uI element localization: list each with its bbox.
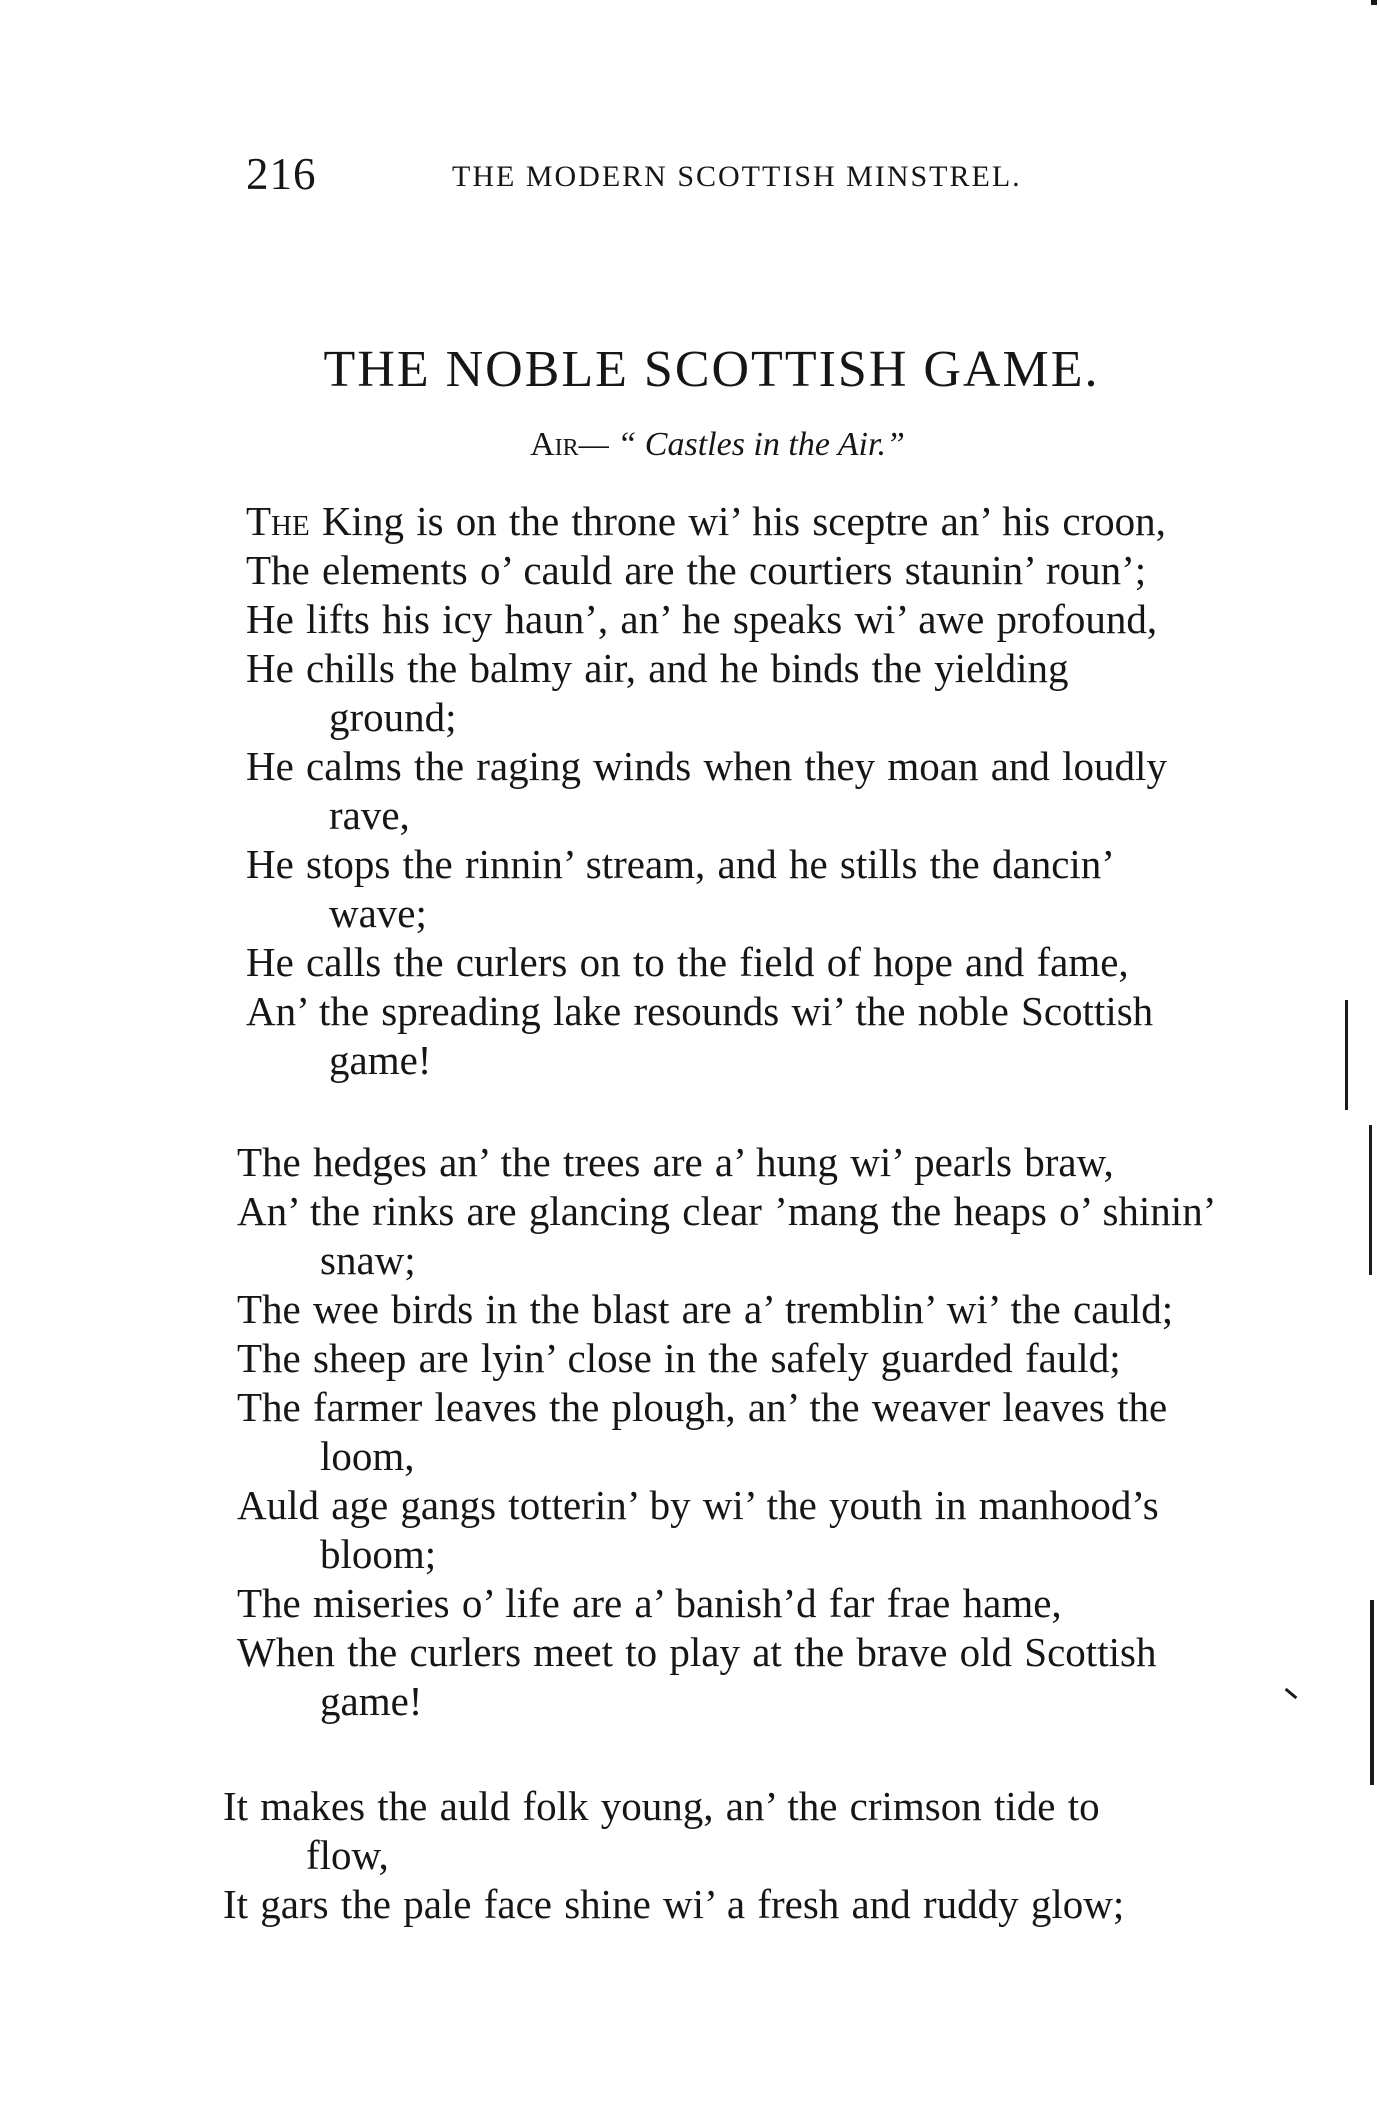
verse-line <box>223 1782 1124 1831</box>
verse-text: loom, <box>320 1433 415 1479</box>
page-number: 216 <box>246 149 317 199</box>
verse-text: wave; <box>329 890 427 936</box>
verse-text: The farmer leaves the plough, an’ the weaver leaves the <box>237 1384 1168 1430</box>
verse-line <box>246 644 1167 693</box>
verse-line <box>246 1036 1167 1085</box>
stanza-1 <box>246 497 1167 1085</box>
verse-text: The elements o’ cauld are the courtiers staunin’ roun’; <box>246 547 1147 593</box>
verse-text: flow, <box>306 1832 389 1878</box>
verse-line <box>246 497 1167 546</box>
verse-line <box>246 693 1167 742</box>
verse-text: game! <box>320 1678 423 1724</box>
verse-text: bloom; <box>320 1531 437 1577</box>
verse-line <box>237 1187 1216 1236</box>
verse-text: It gars the pale face shine wi’ a fresh and ruddy glow; <box>223 1881 1125 1927</box>
verse-line <box>246 840 1167 889</box>
air-label: Air <box>530 426 579 463</box>
verse-line <box>237 1285 1216 1334</box>
scan-mark <box>1285 1688 1298 1699</box>
verse-text: snaw; <box>320 1237 416 1283</box>
verse-line <box>246 889 1167 938</box>
verse-text: When the curlers meet to play at the brave old Scottish <box>237 1629 1157 1675</box>
verse-line <box>246 987 1167 1036</box>
verse-line <box>237 1579 1216 1628</box>
verse-line <box>246 791 1167 840</box>
verse-text: The hedges an’ the trees are a’ hung wi’ pearls braw, <box>237 1139 1114 1185</box>
air-tune: — “ Castles in the Air.” <box>578 426 905 463</box>
verse-line <box>246 595 1167 644</box>
verse-line <box>246 742 1167 791</box>
page-header <box>246 148 1246 208</box>
stanza-3 <box>223 1782 1124 1929</box>
verse-line <box>246 938 1167 987</box>
scan-mark <box>1345 1000 1348 1110</box>
verse-text: He calls the curlers on to the field of hope and fame, <box>246 939 1129 985</box>
verse-text: He chills the balmy air, and he binds the yielding <box>246 645 1069 691</box>
scan-mark <box>1369 1125 1372 1275</box>
verse-line <box>237 1432 1216 1481</box>
verse-text: An’ the spreading lake resounds wi’ the noble Scottish <box>246 988 1154 1034</box>
verse-text: rave, <box>329 792 410 838</box>
poem-title: THE NOBLE SCOTTISH GAME. <box>323 341 1100 398</box>
verse-line <box>237 1530 1216 1579</box>
verse-text: He stops the rinnin’ stream, and he stills the dancin’ <box>246 841 1115 887</box>
verse-line <box>237 1677 1216 1726</box>
verse-line <box>237 1481 1216 1530</box>
stanza-2 <box>237 1138 1216 1726</box>
verse-text: He calms the raging winds when they moan and loudly <box>246 743 1167 789</box>
verse-text: King is on the throne wi’ his sceptre an’ his croon, <box>309 498 1166 544</box>
verse-line <box>237 1236 1216 1285</box>
verse-text: The sheep are lyin’ close in the safely guarded fauld; <box>237 1335 1121 1381</box>
verse-line <box>237 1383 1216 1432</box>
verse-first-word: The <box>246 498 310 544</box>
verse-text: The wee birds in the blast are a’ tremblin’ wi’ the cauld; <box>237 1286 1174 1332</box>
verse-line <box>223 1831 1124 1880</box>
verse-text: game! <box>329 1037 432 1083</box>
scan-mark <box>1371 0 1377 5</box>
verse-text: ground; <box>329 694 457 740</box>
verse-text: He lifts his icy haun’, an’ he speaks wi’ awe profound, <box>246 596 1158 642</box>
verse-text: An’ the rinks are glancing clear ’mang the heaps o’ shinin’ <box>237 1188 1217 1234</box>
verse-line <box>237 1138 1216 1187</box>
verse-line <box>223 1880 1124 1929</box>
air-line <box>0 426 1379 464</box>
running-head: THE MODERN SCOTTISH MINSTREL. <box>452 160 1022 193</box>
verse-line <box>246 546 1167 595</box>
verse-text: It makes the auld folk young, an’ the crimson tide to <box>223 1783 1100 1829</box>
verse-text: The miseries o’ life are a’ banish’d far frae hame, <box>237 1580 1062 1626</box>
verse-line <box>237 1628 1216 1677</box>
verse-line <box>237 1334 1216 1383</box>
scan-mark <box>1370 1600 1374 1785</box>
verse-text: Auld age gangs totterin’ by wi’ the youth in manhood’s <box>237 1482 1159 1528</box>
